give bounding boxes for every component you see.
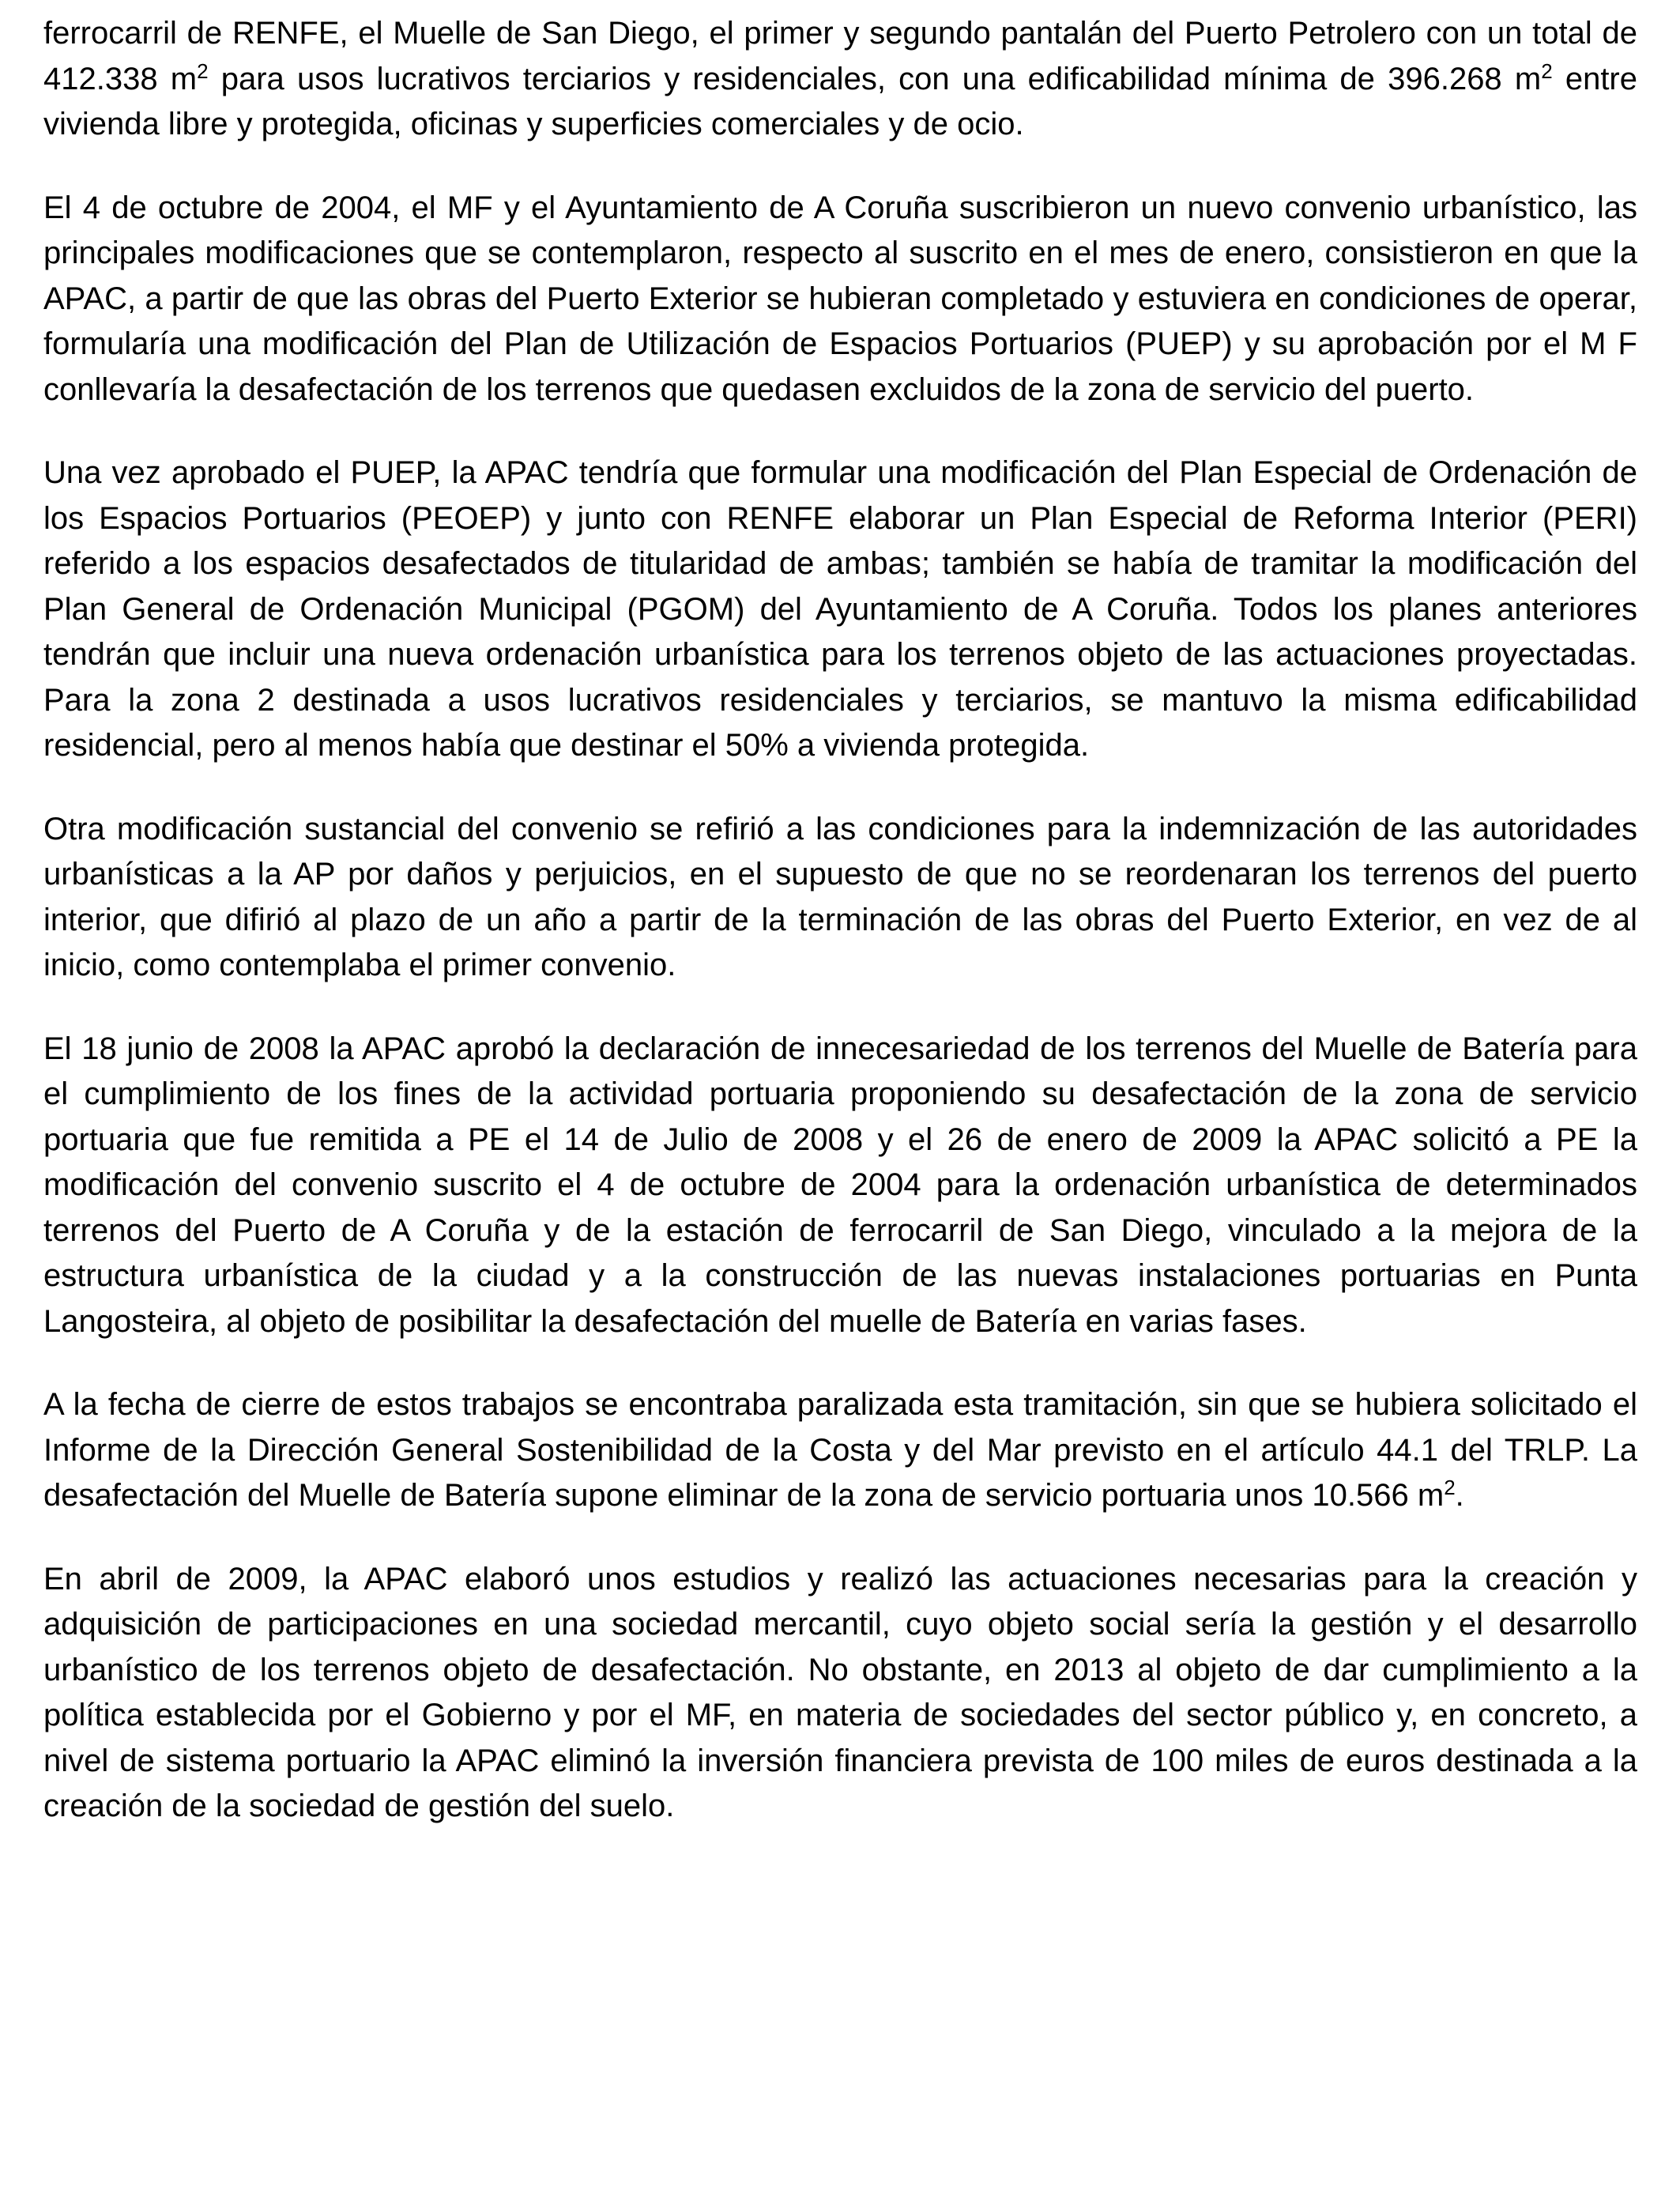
paragraph-3: Una vez aprobado el PUEP, la APAC tendría que formular una modificación del Plan Especial de Ordenación de los Espacios Portuarios (PEOEP) y junto con RENFE elaborar un Plan Especial de Reforma Interior (PERI) referido a los espacios desafectados de titularidad de ambas; también se había de tramitar la modificación del Plan General de Ordenación Municipal (PGOM) del Ayuntamiento de A Coruña. Todos los planes anteriores tendrán que incluir una nueva ordenación urbanística para los terrenos objeto de las actuaciones proyectadas. Para la zona 2 destinada a usos lucrativos residenciales y terciarios, se mantuvo la misma edificabilidad residencial, pero al menos había que destinar el 50% a vivienda protegida.	[43, 455, 1637, 763]
document-page	[43, 11, 1637, 1830]
paragraph-1	[43, 11, 1637, 148]
paragraph-text: para usos lucrativos terciarios y residenciales, con una edificabilidad mínima de 396.268 m	[208, 61, 1542, 96]
paragraph-text: entre vivienda libre y protegida, oficinas y superficies comerciales y de ocio.	[43, 61, 1638, 141]
paragraph-2: El 4 de octubre de 2004, el MF y el Ayuntamiento de A Coruña suscribieron un nuevo convenio urbanístico, las principales modificaciones que se contemplaron, respecto al suscrito en el mes de enero, consistieron en que la APAC, a partir de que las obras del Puerto Exterior se hubieran completado y estuviera en condiciones de operar, formularía una modificación del Plan de Utilización de Espacios Portuarios (PUEP) y su aprobación por el M F conllevaría la desafectación de los terrenos que quedasen excluidos de la zona de servicio del puerto.	[43, 190, 1637, 407]
superscript: 2	[1444, 1476, 1456, 1499]
paragraph-7: En abril de 2009, la APAC elaboró unos estudios y realizó las actuaciones necesarias para la creación y adquisición de participaciones en una sociedad mercantil, cuyo objeto social sería la gestión y el desarrollo urbanístico de los terrenos objeto de desafectación. No obstante, en 2013 al objeto de dar cumplimiento a la política establecida por el Gobierno y por el MF, en materia de sociedades del sector público y, en concreto, a nivel de sistema portuario la APAC eliminó la inversión financiera prevista de 100 miles de euros destinada a la creación de la sociedad de gestión del suelo.	[43, 1561, 1637, 1823]
paragraph-5: El 18 junio de 2008 la APAC aprobó la declaración de innecesariedad de los terrenos del Muelle de Batería para el cumplimiento de los fines de la actividad portuaria proponiendo su desafectación de la zona de servicio portuaria que fue remitida a PE el 14 de Julio de 2008 y el 26 de enero de 2009 la APAC solicitó a PE la modificación del convenio suscrito el 4 de octubre de 2004 para la ordenación urbanística de determinados terrenos del Puerto de A Coruña y de la estación de ferrocarril de San Diego, vinculado a la mejora de la estructura urbanística de la ciudad y a la construcción de las nuevas instalaciones portuarias en Punta Langosteira, al objeto de posibilitar la desafectación del muelle de Batería en varias fases.	[43, 1031, 1637, 1339]
paragraph-text: .	[1455, 1478, 1464, 1513]
paragraph-text: A la fecha de cierre de estos trabajos se encontraba paralizada esta tramitación, sin que se hubiera solicitado el Informe de la Dirección General Sostenibilidad de la Costa y del Mar previsto en el artículo 44.1 del TRLP. La desafectación del Muelle de Batería supone eliminar de la zona de servicio portuaria unos 10.566 m	[43, 1387, 1637, 1513]
superscript: 2	[197, 58, 209, 83]
paragraph-text: ferrocarril de RENFE, el Muelle de San Diego, el primer y segundo pantalán del Puerto Petrolero con un total de 412.338 m	[43, 16, 1637, 96]
paragraph-6	[43, 1382, 1637, 1519]
paragraph-4: Otra modificación sustancial del convenio se refirió a las condiciones para la indemnización de las autoridades urbanísticas a la AP por daños y perjuicios, en el supuesto de que no se reordenaran los terrenos del puerto interior, que difirió al plazo de un año a partir de la terminación de las obras del Puerto Exterior, en vez de al inicio, como contemplaba el primer convenio.	[43, 811, 1637, 982]
superscript: 2	[1541, 58, 1553, 83]
